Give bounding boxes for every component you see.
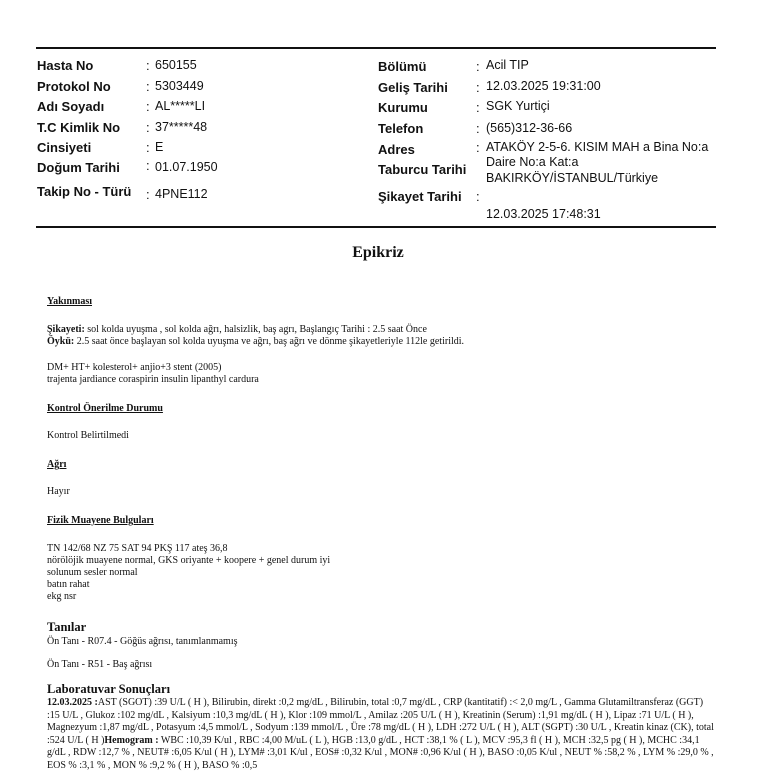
institution-label: Kurumu <box>378 100 428 115</box>
colon: : <box>476 121 480 136</box>
gender-value: E <box>155 140 164 154</box>
exam-line: TN 142/68 NZ 75 SAT 94 PKŞ 117 ateş 36,8 <box>47 543 228 554</box>
complaint-line <box>47 324 427 336</box>
birth-date-value: 01.07.1950 <box>155 160 218 174</box>
tracking-no-value: 4PNE112 <box>155 187 208 201</box>
control-text: Kontrol Belirtilmedi <box>47 430 129 441</box>
header-top-rule <box>36 47 716 49</box>
diagnosis-item: Ön Tanı - R51 - Baş ağrısı <box>47 659 153 670</box>
exam-line: nörölöjik muayene normal, GKS oriyante + koopere + genel durum iyi <box>47 555 331 566</box>
arrival-date-value: 12.03.2025 19:31:00 <box>486 79 601 93</box>
department-value: Acil TIP <box>486 58 529 72</box>
protocol-no-label: Protokol No <box>37 79 111 94</box>
complaint-date-label: Şikayet Tarihi <box>378 189 462 204</box>
medications-line: trajenta jardiance coraspirin insulin lipanthyl cardura <box>47 374 259 385</box>
colon: : <box>146 140 150 155</box>
phone-value: (565)312-36-66 <box>486 121 573 135</box>
name-value: AL*****LI <box>155 99 206 113</box>
exam-line: solunum sesler normal <box>47 567 138 578</box>
colon: : <box>146 99 150 114</box>
protocol-no-value: 5303449 <box>155 79 204 93</box>
address-label: Adres <box>378 142 415 157</box>
address-line1: ATAKÖY 2-5-6. KISIM MAH a Bina No:a <box>486 140 709 154</box>
section-heading-physical-exam: Fizik Muayene Bulguları <box>47 515 154 526</box>
section-heading-lab-results: Laboratuvar Sonuçları <box>47 682 171 696</box>
colon: : <box>146 120 150 135</box>
section-heading-complaint: Yakınması <box>47 296 93 307</box>
colon: : <box>146 158 150 173</box>
colon: : <box>146 79 150 94</box>
history-text: 2.5 saat önce başlayan sol kolda uyuşma ve ağrı, baş ağrı ve dönme şikayetleriyle 112le getirildi. <box>74 336 465 347</box>
history-line <box>47 336 464 348</box>
institution-value: SGK Yurtiçi <box>486 99 550 113</box>
colon: : <box>476 189 480 204</box>
patient-no-value: 650155 <box>155 58 197 72</box>
name-label: Adı Soyadı <box>37 99 105 114</box>
lab-biochemistry: AST (SGOT) :39 U/L ( H ), Bilirubin, direkt :0,2 mg/dL , Bilirubin, total :0,7 mg/dL , CRP (kantitatif) :< 2,0 mg/L , Gamma Glutamiltransferaz (GGT) :15 U/L , Glukoz :102 mg/dL , Kalsiyum :10,3 mg/dL ( H ), Klor :109 mmol/L , Amilaz :205 U/L ( H ), Kreatinin (Serum) :1,91 mg/dL ( H ), Lipaz :71 U/L ( H ), Magnezyum :1,87 mg/dL , Potasyum :4,5 mmol/L , Sodyum :139 mmol/L , Üre :78 mg/dL ( H ), LDH :272 U/L ( H ), ALT (SGPT) :30 U/L , Kreatin kinaz (CK), total :524 U/L ( H ) <box>47 697 714 746</box>
header-bottom-rule <box>36 226 716 228</box>
discharge-date-label: Taburcu Tarihi <box>378 162 467 177</box>
patient-no-label: Hasta No <box>37 58 94 73</box>
colon: : <box>476 140 480 155</box>
tc-id-label: T.C Kimlik No <box>37 120 121 135</box>
medical-history-line: DM+ HT+ kolesterol+ anjio+3 stent (2005) <box>47 362 222 373</box>
department-label: Bölümü <box>378 59 427 74</box>
phone-label: Telefon <box>378 121 424 136</box>
address-line2: Daire No:a Kat:a <box>486 155 579 169</box>
diagnosis-item: Ön Tanı - R07.4 - Göğüs ağrısı, tanımlanmamış <box>47 636 238 647</box>
lab-results-text <box>47 697 717 772</box>
colon: : <box>476 59 480 74</box>
tracking-no-label: Takip No - Türü <box>37 184 132 199</box>
lab-hemogram: WBC :10,39 K/ul , RBC :4,00 M/uL ( L ), HGB :13,0 g/dL , HCT :38,1 % ( L ), MCV :95,3 fl ( H ), MCH :32,5 pg ( H ), MCHC :34,1 g/dL , RDW :12,7 % , NEUT# :6,05 K/ul ( H ), LYM# :3,01 K/ul , EOS# :0,32 K/ul , MON# :0,96 K/ul ( H ), BASO :0,05 K/ul , NEUT % :58,2 % , LYM % :29,0 % , EOS % :3,1 % , MON % :9,2 % ( H ), BASO % :0,5 <box>47 734 714 771</box>
exam-line: ekg nsr <box>47 591 77 602</box>
hemogram-label: Hemogram : <box>104 734 159 746</box>
birth-date-label: Doğum Tarihi <box>37 160 120 175</box>
colon: : <box>146 187 150 202</box>
tc-id-value: 37*****48 <box>155 120 208 134</box>
section-heading-control: Kontrol Önerilme Durumu <box>47 403 163 414</box>
pain-text: Hayır <box>47 486 70 497</box>
exam-line: batın rahat <box>47 579 90 590</box>
colon: : <box>476 100 480 115</box>
arrival-date-label: Geliş Tarihi <box>378 80 448 95</box>
colon: : <box>476 80 480 95</box>
complaint-text: sol kolda uyuşma , sol kolda ağrı, halsizlik, baş agrı, Başlangıç Tarihi : 2.5 saat Önce <box>84 324 427 335</box>
complaint-label: Şikayeti: <box>47 324 85 335</box>
history-label: Öykü: <box>47 336 75 347</box>
address-line3: BAKIRKÖY/İSTANBUL/Türkiye <box>486 171 659 185</box>
gender-label: Cinsiyeti <box>37 140 92 155</box>
page-title: Epikriz <box>352 244 404 261</box>
section-heading-pain: Ağrı <box>47 459 67 470</box>
complaint-date-value: 12.03.2025 17:48:31 <box>486 207 601 221</box>
section-heading-diagnoses: Tanılar <box>47 620 87 634</box>
lab-date: 12.03.2025 : <box>47 697 98 708</box>
colon: : <box>146 58 150 73</box>
